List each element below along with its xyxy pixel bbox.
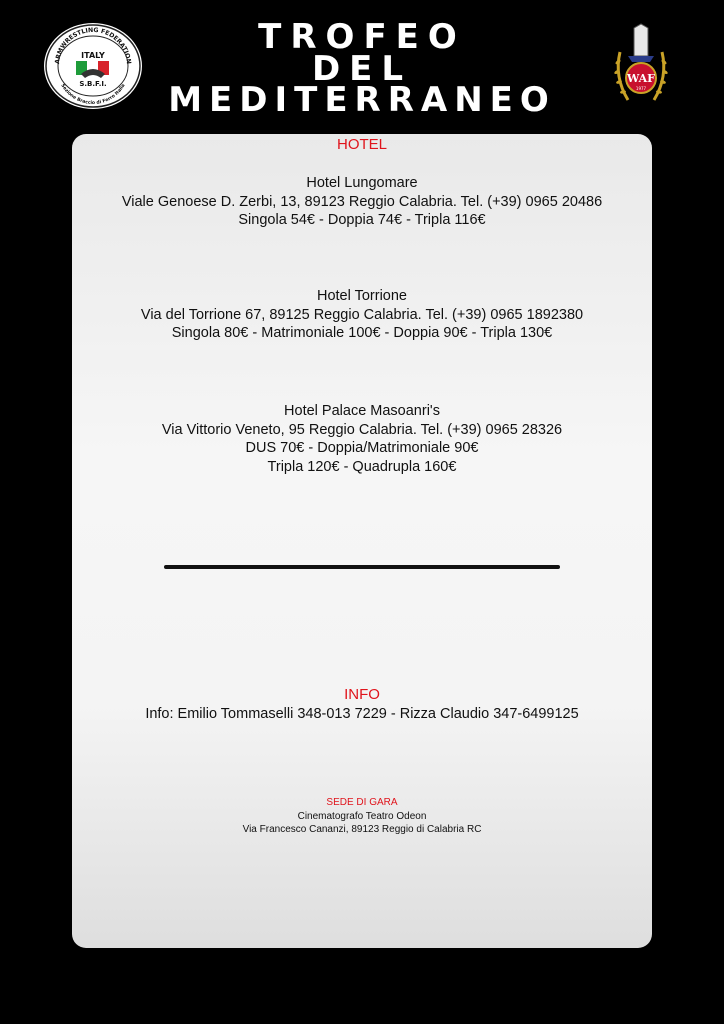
sbfi-logo (43, 22, 143, 110)
logo-ring-text-top: ARMWRESTLING FEDERATION (54, 26, 133, 65)
hotel-entry (72, 174, 652, 230)
venue-name: Cinematografo Teatro Odeon (297, 810, 427, 822)
section-divider (164, 565, 560, 569)
hotel-name: Hotel Torrione (316, 288, 407, 304)
hotel-rates: DUS 70€ - Doppia/Matrimoniale 90€ (245, 440, 479, 456)
logo-country: ITALY (81, 51, 105, 60)
hotel-rates: Singola 54€ - Doppia 74€ - Tripla 116€ (238, 212, 486, 228)
title-line-2: DEL (311, 49, 413, 89)
waf-year: 1977 (635, 86, 647, 91)
hotel-section-heading: HOTEL (336, 136, 387, 153)
hotel-address: Viale Genoese D. Zerbi, 13, 89123 Reggio Calabria. Tel. (+39) 0965 20486 (121, 193, 603, 210)
title-line-3: MEDITERRANEO (168, 80, 556, 120)
content-panel (72, 134, 652, 948)
hotel-entry (72, 402, 652, 476)
venue-heading: SEDE DI GARA (326, 797, 398, 808)
waf-acronym: WAF (627, 72, 655, 85)
info-section-heading: INFO (344, 686, 380, 703)
hotel-name: Hotel Lungomare (306, 175, 418, 191)
hotel-rates: Tripla 120€ - Quadrupla 160€ (267, 458, 457, 475)
waf-logo (610, 22, 672, 112)
hotel-name: Hotel Palace Masoanri's (284, 403, 440, 419)
logo-acronym: S.B.F.I. (79, 80, 107, 88)
logo-ring-text-bottom: Sezione Braccio di Ferro Italia (59, 83, 127, 107)
venue-block (72, 796, 652, 837)
hotel-rates: Singola 80€ - Matrimoniale 100€ - Doppia 90€ - Tripla 130€ (171, 325, 553, 341)
info-contacts: Info: Emilio Tommaselli 348-013 7229 - Rizza Claudio 347-6499125 (145, 706, 579, 722)
hotel-entry (72, 287, 652, 343)
hotel-address: Via Vittorio Veneto, 95 Reggio Calabria. Tel. (+39) 0965 28326 (161, 421, 563, 438)
hotel-address: Via del Torrione 67, 89125 Reggio Calabria. Tel. (+39) 0965 1892380 (140, 306, 584, 323)
venue-address: Via Francesco Cananzi, 89123 Reggio di Calabria RC (242, 824, 482, 835)
title-line-1: TROFEO (258, 17, 466, 57)
